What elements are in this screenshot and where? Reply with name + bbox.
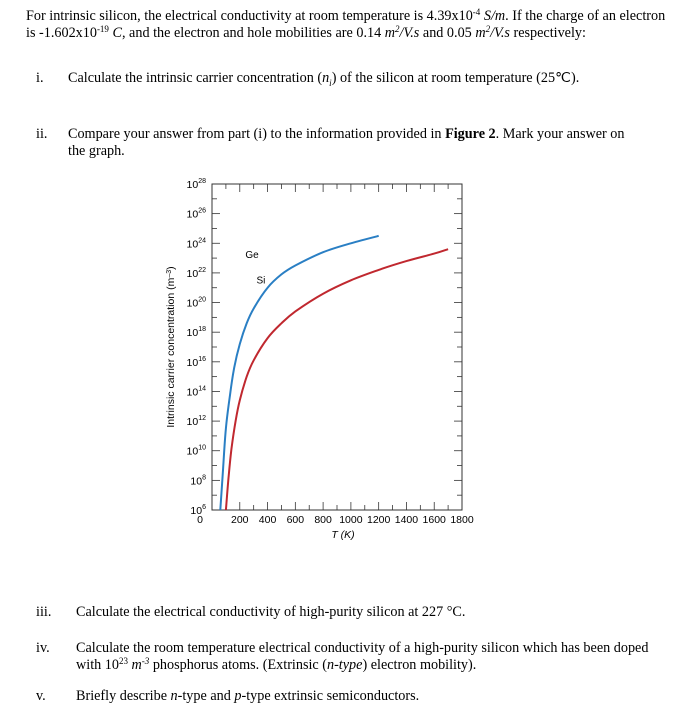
plot-frame xyxy=(212,184,462,510)
curve-ge xyxy=(220,236,378,510)
question-number: iv. xyxy=(36,640,50,656)
x-tick-label: 200 xyxy=(231,514,249,526)
curve-label-si: Si xyxy=(256,275,266,287)
y-tick-label: $10^{18}$ xyxy=(186,326,206,340)
y-tick-label: $10^{16}$ xyxy=(186,355,206,369)
y-tick-label: $10^{14}$ xyxy=(186,385,206,399)
x-tick-label: 600 xyxy=(286,514,305,526)
x-tick-label: 1800 xyxy=(450,514,474,526)
x-tick-label: 1000 xyxy=(339,514,363,526)
y-tick-label: $10^{10}$ xyxy=(186,444,206,458)
x-tick-label: 1600 xyxy=(422,514,446,526)
y-tick-label: $10^{26}$ xyxy=(186,207,206,221)
y-axis-label: Intrinsic carrier concentration $(m^{-3})$ xyxy=(165,266,177,428)
question-number: i. xyxy=(36,70,44,86)
y-tick-label: $10^{22}$ xyxy=(186,266,206,280)
x-axis-label: T (K) xyxy=(331,529,355,541)
x-tick-label: 1400 xyxy=(394,514,419,526)
y-tick-label: $10^{20}$ xyxy=(186,296,206,310)
question-number: iii. xyxy=(36,604,52,620)
axis-ticks xyxy=(212,184,462,510)
question-text: Calculate the intrinsic carrier concentration $(n_i)$ of the silicon at room temperature (25℃). xyxy=(68,70,580,88)
question-text: Compare your answer from part (i) to the information provided in Figure 2. Mark your answer on the graph. xyxy=(68,126,625,159)
question-text: Calculate the electrical conductivity of high-purity silicon at 227 °C. xyxy=(76,604,466,620)
question-number: ii. xyxy=(36,126,48,142)
y-tick-label: $10^{28}$ xyxy=(186,178,206,191)
intro-paragraph: For intrinsic silicon, the electrical conductivity at room temperature is $4.39x10^{-4}$ S/m. If the charge of an electron is $-1.602x10^{-19}$ C, and the electron and hole mobilities are 0.14 $m^2/V.s$ and 0.05 $m^2/V.s$ respectively: xyxy=(26,7,666,41)
question-number: v. xyxy=(36,688,46,704)
y-tick-label: $10^8$ xyxy=(190,474,206,488)
question-text: Calculate the room temperature electrical conductivity of a high-purity silicon which has been doped with $10^{23}$ $m^{-3}$ phosphorus atoms. (Extrinsic (n-type) electron mobility). xyxy=(76,640,649,673)
y-tick-label: $10^{24}$ xyxy=(186,237,206,251)
x-tick-label: 0 xyxy=(197,514,203,526)
y-tick-label: $10^6$ xyxy=(190,504,206,517)
y-tick-labels xyxy=(187,178,207,517)
curves xyxy=(220,236,448,510)
figure-2-chart xyxy=(160,170,500,560)
x-tick-labels xyxy=(197,514,474,526)
question-text: Briefly describe n-type and p-type extrinsic semiconductors. xyxy=(76,688,420,704)
x-tick-label: 800 xyxy=(314,514,332,526)
curve-label-ge: Ge xyxy=(245,250,259,262)
y-tick-label: $10^{12}$ xyxy=(186,415,206,429)
x-tick-label: 400 xyxy=(258,514,277,526)
x-tick-label: 1200 xyxy=(366,514,391,526)
curve-si xyxy=(226,249,448,510)
